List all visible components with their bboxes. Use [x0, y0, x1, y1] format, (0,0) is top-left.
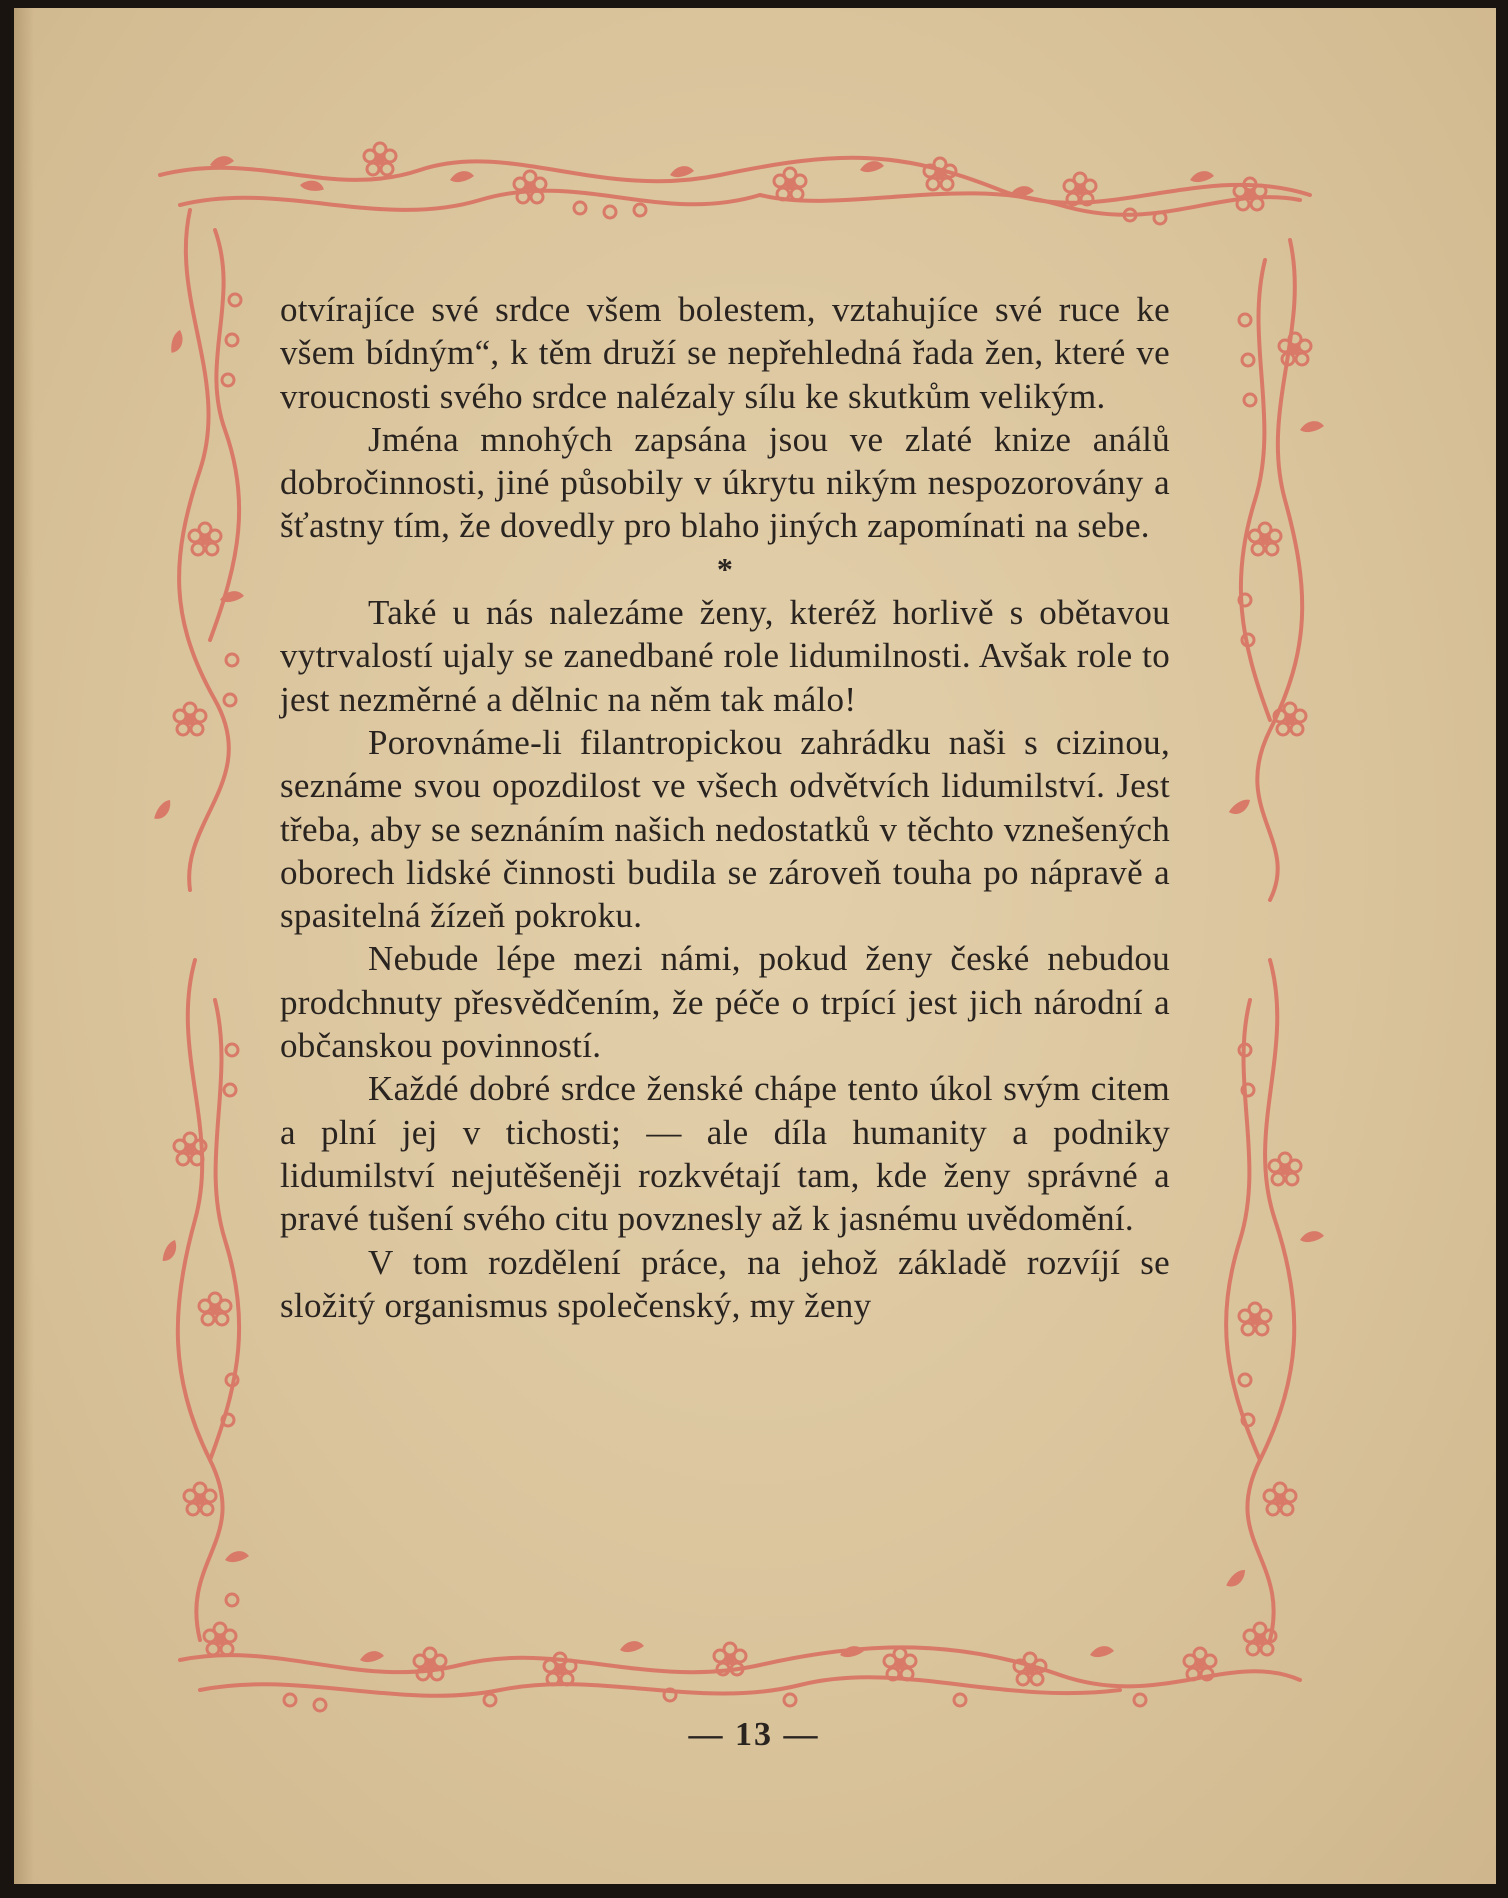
- section-separator: *: [716, 550, 734, 587]
- left-vine-upper: [179, 210, 239, 890]
- body-text: [280, 288, 1170, 1327]
- paragraph: Jména mnohých zapsána jsou ve zlaté knize análů dobročinnosti, jiné působily v úkrytu nikým nespozorovány a šťastny tím, že dovedly pro blaho jiných zapomínati na sebe.: [280, 419, 1170, 546]
- paragraph: Nebude lépe mezi námi, pokud ženy české nebudou prodchnuty přesvědčením, že péče o trpící jest jich národní a občanskou povinností.: [280, 939, 1170, 1066]
- paragraph: V tom rozdělení práce, na jehož základě rozvíjí se složitý organismus společenský, my ženy: [280, 1242, 1170, 1325]
- right-vine-lower: [1226, 960, 1294, 1640]
- top-vine: [160, 158, 1310, 215]
- paragraph: Také u nás nalezáme ženy, kteréž horlivě s obětavou vytrvalostí ujaly se zanedbané role lidumilnosti. Avšak role to jest nezměrné a dělnic na něm tak málo!: [280, 593, 1170, 719]
- paragraph: Porovnáme-li filantropickou zahrádku naši s cizinou, seznáme svou opozdilost ve všech odvětvích lidumilství. Jest třeba, aby se seznáním našich nedostatků v těchto vznešených oborech lidské činnosti budila se zároveň touha po nápravě a spasitelná žízeň pokroku.: [280, 722, 1170, 936]
- page-number: — 13 —: [688, 1716, 820, 1753]
- paragraph: otvírajíce své srdce všem bolestem, vztahujíce své ruce ke všem bídným“, k těm druží se nepřehledná řada žen, které ve vroucnosti svého srdce nalézaly sílu ke skutkům velikým.: [280, 290, 1170, 416]
- right-vine-upper: [1241, 240, 1302, 900]
- paragraph: Každé dobré srdce ženské chápe tento úkol svým citem a plní jej v tichosti; — ale díla humanity a podniky lidumilství nejutěšeněji rozkvétají tam, kde ženy správné a pravé tušení svého citu povznesly až k jasnému uvědomění.: [280, 1069, 1170, 1239]
- bottom-vine: [180, 1647, 1300, 1695]
